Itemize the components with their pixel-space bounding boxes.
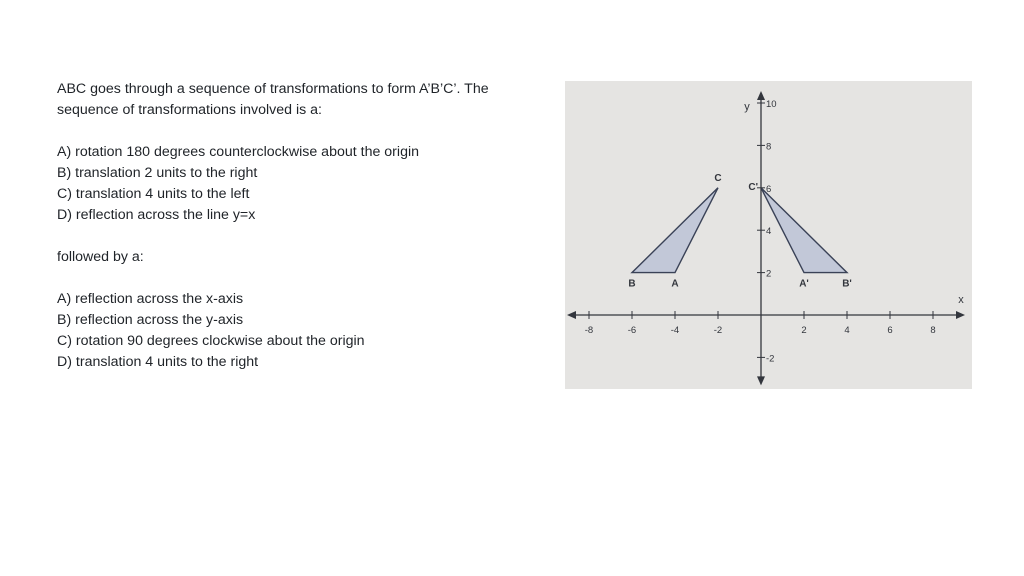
x-axis-label: x: [958, 294, 964, 306]
first-option-d: D) reflection across the line y=x: [57, 207, 256, 223]
vertex-label-c-prime: C': [748, 181, 758, 193]
x-tick-label--8: -8: [584, 325, 594, 336]
vertex-label-a-prime: A': [799, 278, 809, 290]
triangle-a-prime-b-prime-c-prime: [761, 188, 847, 273]
first-option-b: B) translation 2 units to the right: [57, 165, 258, 181]
coordinate-plane: [565, 81, 972, 389]
y-tick-label-2: 2: [766, 268, 772, 280]
x-tick-label--2: -2: [713, 325, 723, 336]
vertex-label-a: A: [671, 278, 679, 290]
y-tick-label-6: 6: [766, 183, 772, 195]
followed-by-label: followed by a:: [57, 249, 144, 265]
y-tick-label-4: 4: [766, 226, 772, 238]
x-tick-label-6: 6: [887, 325, 893, 336]
second-option-c: C) rotation 90 degrees clockwise about the origin: [57, 333, 365, 349]
y-tick-label-8: 8: [766, 141, 772, 153]
triangle-abc: [632, 188, 718, 273]
x-tick-label--4: -4: [670, 325, 680, 336]
vertex-label-c: C: [714, 172, 722, 184]
x-tick-label--6: -6: [627, 325, 637, 336]
first-option-c: C) translation 4 units to the left: [57, 186, 250, 202]
coordinate-plane-figure: [565, 81, 972, 389]
x-axis-right-arrow: [956, 311, 965, 319]
x-tick-label-2: 2: [801, 325, 807, 336]
y-axis-bottom-arrow: [757, 376, 765, 385]
question-text: [57, 79, 552, 373]
question-intro-line-2: sequence of transformations involved is a:: [57, 102, 322, 118]
spacer: [57, 268, 552, 289]
x-tick-label-8: 8: [930, 325, 936, 336]
first-option-a: A) rotation 180 degrees counterclockwise about the origin: [57, 144, 419, 160]
question-intro-line-1: ABC goes through a sequence of transformations to form A’B’C’. The: [57, 81, 489, 97]
vertex-label-b-prime: B': [842, 278, 852, 290]
second-option-b: B) reflection across the y-axis: [57, 312, 244, 328]
second-option-a: A) reflection across the x-axis: [57, 291, 244, 307]
spacer: [57, 226, 552, 247]
y-axis-top-arrow: [757, 91, 765, 100]
vertex-label-b: B: [628, 278, 636, 290]
x-tick-label-4: 4: [844, 325, 850, 336]
y-axis-label: y: [744, 101, 750, 113]
second-option-d: D) translation 4 units to the right: [57, 354, 259, 370]
y-tick-label-10: 10: [766, 99, 777, 110]
y-tick-label--2: -2: [766, 353, 775, 365]
x-axis-left-arrow: [567, 311, 576, 319]
spacer: [57, 121, 552, 142]
